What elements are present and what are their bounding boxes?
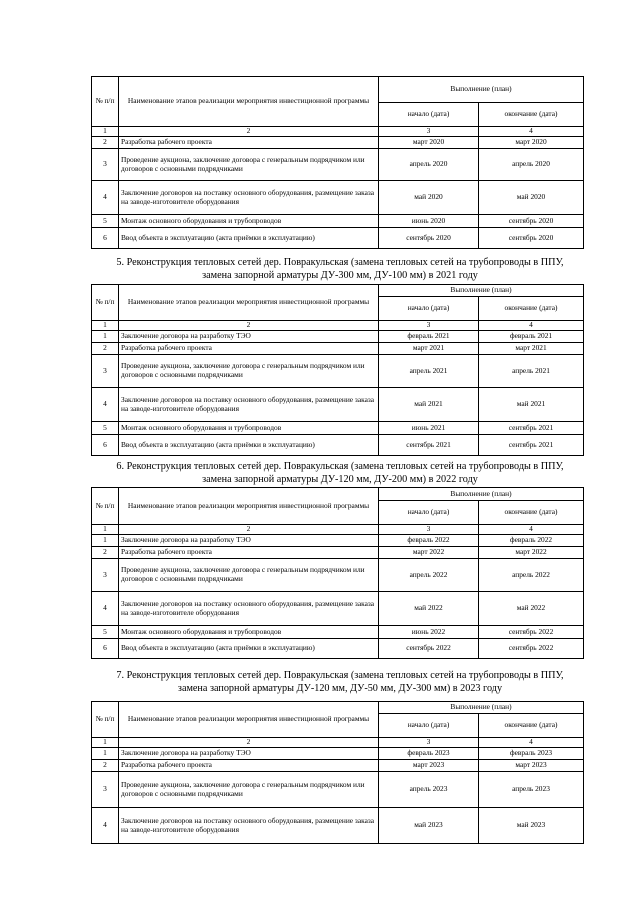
section-5-caption [60,256,620,282]
row-num: 5 [92,215,119,228]
row-start: апрель 2021 [379,355,479,388]
caption-line: 6. Реконструкция тепловых сетей дер. Повракульская (замена тепловых сетей на трубопроводы в ППУ, [116,461,564,472]
row-num: 3 [92,149,119,181]
row-start: июнь 2022 [379,626,479,639]
header-end: окончание (дата) [479,501,584,525]
table-row [92,137,584,149]
header-start: начало (дата) [379,297,479,321]
section-6-caption [60,460,620,486]
row-stage: Проведение аукциона, заключение договора с генеральным подрядчиком или договоров с основными подрядчиками [119,772,379,808]
row-end: апрель 2021 [479,355,584,388]
table-row [92,149,584,181]
table-row [92,215,584,228]
row-start: апрель 2022 [379,559,479,592]
header-num: № п/п [92,285,119,321]
row-start: март 2022 [379,547,479,559]
row-num: 2 [92,343,119,355]
row-stage: Монтаж основного оборудования и трубопроводов [119,626,379,639]
row-stage: Заключение договора на разработку ТЭО [119,331,379,343]
col-number: 2 [119,525,379,535]
col-number: 3 [379,321,479,331]
row-end: май 2021 [479,388,584,422]
col-number: 3 [379,738,479,748]
row-num: 2 [92,760,119,772]
header-end: окончание (дата) [479,297,584,321]
row-end: сентябрь 2021 [479,435,584,456]
row-num: 1 [92,535,119,547]
row-end: апрель 2020 [479,149,584,181]
row-num: 3 [92,772,119,808]
col-number: 4 [479,321,584,331]
section-7-caption [60,669,620,695]
row-num: 3 [92,355,119,388]
header-end: окончание (дата) [479,103,584,127]
row-stage: Проведение аукциона, заключение договора с генеральным подрядчиком или договоров с основными подрядчиками [119,559,379,592]
table-row [92,355,584,388]
row-end: февраль 2023 [479,748,584,760]
header-name: Наименование этапов реализации мероприятия инвестиционной программы [119,77,379,127]
col-number: 1 [92,127,119,137]
row-start: май 2020 [379,181,479,215]
row-start: апрель 2023 [379,772,479,808]
schedule-table-5 [91,284,584,456]
header-exec: Выполнение (план) [379,702,584,714]
row-end: сентябрь 2020 [479,228,584,249]
header-start: начало (дата) [379,501,479,525]
table-row [92,559,584,592]
header-name: Наименование этапов реализации мероприятия инвестиционной программы [119,488,379,525]
col-number: 4 [479,127,584,137]
header-start: начало (дата) [379,714,479,738]
row-stage: Заключение договоров на поставку основного оборудования, размещение заказа на заводе-изготовителе оборудования [119,808,379,844]
row-end: сентябрь 2021 [479,422,584,435]
caption-line: замена запорной арматуры ДУ-120 мм, ДУ-200 мм) в 2022 году [202,474,478,485]
row-end: апрель 2022 [479,559,584,592]
header-exec: Выполнение (план) [379,488,584,501]
row-start: февраль 2023 [379,748,479,760]
col-number: 3 [379,525,479,535]
table-row [92,772,584,808]
row-start: март 2020 [379,137,479,149]
row-end: март 2021 [479,343,584,355]
row-stage: Заключение договоров на поставку основного оборудования, размещение заказа на заводе-изготовителе оборудования [119,181,379,215]
row-num: 4 [92,388,119,422]
header-num: № п/п [92,488,119,525]
row-num: 4 [92,592,119,626]
row-num: 5 [92,422,119,435]
header-num: № п/п [92,702,119,738]
row-start: май 2021 [379,388,479,422]
row-start: февраль 2021 [379,331,479,343]
row-start: июнь 2020 [379,215,479,228]
col-number: 1 [92,321,119,331]
row-end: май 2020 [479,181,584,215]
table-row [92,228,584,249]
header-name: Наименование этапов реализации мероприятия инвестиционной программы [119,702,379,738]
table-row [92,808,584,844]
schedule-table-4 [91,76,584,249]
row-num: 4 [92,808,119,844]
row-end: март 2022 [479,547,584,559]
table-row [92,343,584,355]
row-num: 2 [92,547,119,559]
row-end: март 2023 [479,760,584,772]
row-start: март 2021 [379,343,479,355]
col-number: 2 [119,127,379,137]
header-name: Наименование этапов реализации мероприятия инвестиционной программы [119,285,379,321]
table-row [92,748,584,760]
row-start: февраль 2022 [379,535,479,547]
col-number: 3 [379,127,479,137]
row-stage: Монтаж основного оборудования и трубопроводов [119,422,379,435]
table-row [92,422,584,435]
col-number: 1 [92,525,119,535]
table-row [92,547,584,559]
row-start: сентябрь 2020 [379,228,479,249]
caption-line: 5. Реконструкция тепловых сетей дер. Повракульская (замена тепловых сетей на трубопроводы в ППУ, [116,257,564,268]
row-stage: Ввод объекта в эксплуатацию (акта приёмки в эксплуатацию) [119,435,379,456]
row-num: 6 [92,228,119,249]
table-row [92,639,584,659]
header-num: № п/п [92,77,119,127]
header-end: окончание (дата) [479,714,584,738]
caption-line: замена запорной арматуры ДУ-300 мм, ДУ-100 мм) в 2021 году [202,270,478,281]
caption-line: замена запорной арматуры ДУ-120 мм, ДУ-50 мм, ДУ-300 мм) в 2023 году [177,683,503,694]
col-number: 4 [479,525,584,535]
row-start: март 2023 [379,760,479,772]
row-num: 5 [92,626,119,639]
col-number: 2 [119,321,379,331]
schedule-table-6 [91,487,584,659]
row-stage: Заключение договоров на поставку основного оборудования, размещение заказа на заводе-изготовителе оборудования [119,388,379,422]
row-stage: Разработка рабочего проекта [119,547,379,559]
row-end: май 2023 [479,808,584,844]
row-start: апрель 2020 [379,149,479,181]
row-stage: Разработка рабочего проекта [119,137,379,149]
row-num: 1 [92,331,119,343]
row-end: февраль 2022 [479,535,584,547]
header-start: начало (дата) [379,103,479,127]
table-row [92,181,584,215]
table-row [92,626,584,639]
row-end: сентябрь 2022 [479,639,584,659]
row-end: сентябрь 2022 [479,626,584,639]
table-row [92,760,584,772]
row-stage: Разработка рабочего проекта [119,760,379,772]
row-stage: Ввод объекта в эксплуатацию (акта приёмки в эксплуатацию) [119,639,379,659]
row-num: 4 [92,181,119,215]
row-num: 1 [92,748,119,760]
row-stage: Заключение договора на разработку ТЭО [119,748,379,760]
table-row [92,592,584,626]
row-stage: Монтаж основного оборудования и трубопроводов [119,215,379,228]
row-stage: Разработка рабочего проекта [119,343,379,355]
row-start: май 2022 [379,592,479,626]
table-row [92,535,584,547]
table-row [92,435,584,456]
row-start: сентябрь 2021 [379,435,479,456]
row-end: март 2020 [479,137,584,149]
row-start: май 2023 [379,808,479,844]
table-row [92,388,584,422]
header-exec: Выполнение (план) [379,285,584,297]
caption-line: 7. Реконструкция тепловых сетей дер. Повракульская (замена тепловых сетей на трубопроводы в ППУ, [116,670,564,681]
row-stage: Ввод объекта в эксплуатацию (акта приёмки в эксплуатацию) [119,228,379,249]
row-num: 6 [92,435,119,456]
row-end: сентябрь 2020 [479,215,584,228]
row-end: май 2022 [479,592,584,626]
schedule-table-7 [91,701,584,844]
col-number: 2 [119,738,379,748]
row-stage: Проведение аукциона, заключение договора с генеральным подрядчиком или договоров с основными подрядчиками [119,355,379,388]
row-num: 6 [92,639,119,659]
row-stage: Заключение договора на разработку ТЭО [119,535,379,547]
col-number: 4 [479,738,584,748]
row-end: февраль 2021 [479,331,584,343]
col-number: 1 [92,738,119,748]
table-row [92,331,584,343]
header-exec: Выполнение (план) [379,77,584,103]
row-num: 3 [92,559,119,592]
row-num: 2 [92,137,119,149]
row-start: сентябрь 2022 [379,639,479,659]
row-stage: Заключение договоров на поставку основного оборудования, размещение заказа на заводе-изготовителе оборудования [119,592,379,626]
row-stage: Проведение аукциона, заключение договора с генеральным подрядчиком или договоров с основными подрядчиками [119,149,379,181]
row-end: апрель 2023 [479,772,584,808]
row-start: июнь 2021 [379,422,479,435]
